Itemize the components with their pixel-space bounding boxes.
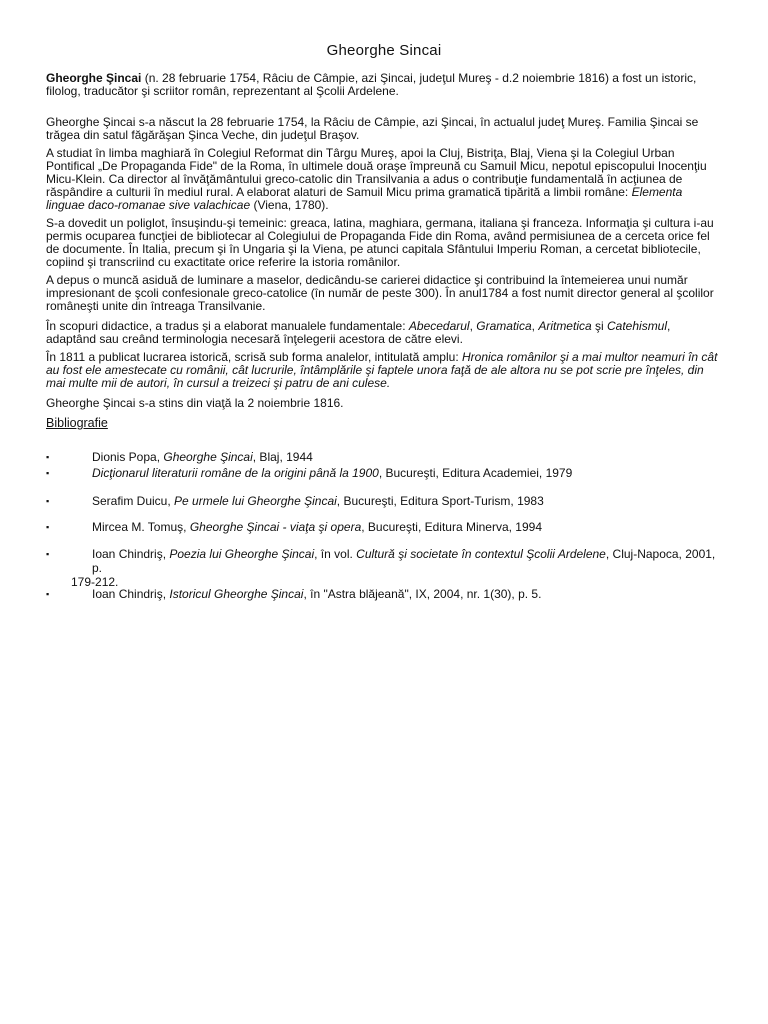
bullet-icon: ▪ [46, 496, 50, 506]
education-paragraph [46, 147, 722, 212]
sep-1: , [469, 319, 477, 333]
bibliography-heading[interactable]: Bibliografie [46, 416, 108, 430]
bullet-icon: ▪ [46, 549, 50, 559]
textbooks-start: În scopuri didactice, a tradus şi a elaborat manualele fundamentale: [46, 319, 409, 333]
bullet-icon: ▪ [46, 452, 50, 462]
bib-item [46, 587, 726, 601]
bib-item [46, 466, 726, 480]
textbooks-end: , adaptând sau creând terminologia necesară înţelegerii acestora de către elevi. [46, 319, 671, 346]
subject-name: Gheorghe Şincai [46, 71, 142, 85]
bullet-icon: ▪ [46, 589, 50, 599]
textbook-3: Aritmetica [538, 319, 592, 333]
textbook-4: Catehismul [607, 319, 668, 333]
bib-item [46, 450, 726, 464]
bib-text: Ioan Chindriş, Istoricul Gheorghe Şincai, în "Astra blăjeană", IX, 2004, nr. 1(30), p. 5. [92, 587, 542, 601]
sep-2: , [531, 319, 539, 333]
bib-pages: 179-212. [71, 575, 119, 589]
death-paragraph: Gheorghe Şincai s-a stins din viaţă la 2 noiembrie 1816. [46, 396, 344, 410]
intro-text: (n. 28 februarie 1754, Râciu de Câmpie, azi Şincai, judeţul Mureş - d.2 noiembrie 1816) a fost un istoric, filolog, traducător şi scriitor român, reprezentant al Şcolii Ardelene. [46, 71, 697, 98]
bib-text: Mircea M. Tomuş, Gheorghe Şincai - viaţa şi opera, Bucureşti, Editura Minerva, 1994 [92, 520, 543, 534]
bib-text: Serafim Duicu, Pe urmele lui Gheorghe Şincai, Bucureşti, Editura Sport-Turism, 1983 [92, 494, 544, 508]
bib-item [46, 520, 726, 534]
bullet-icon: ▪ [46, 468, 50, 478]
birth-paragraph: Gheorghe Şincai s-a născut la 28 februarie 1754, la Râciu de Câmpie, azi Şincai, în actualul judeţ Mureş. Familia Şincai se trăgea din satul făgărăşan Şinca Veche, din judeţul Braşov. [46, 115, 699, 142]
grammar-title: Elementa linguae daco-romanae sive valachicae [46, 185, 683, 212]
bullet-icon: ▪ [46, 522, 50, 532]
sep-3: şi [591, 319, 607, 333]
bib-item [46, 494, 726, 508]
schools-paragraph: A depus o muncă asiduă de luminare a maselor, dedicându-se carierei didactice şi contribuind la întemeierea unui număr impresionant de şcoli confesionale greco-catolice (în număr de peste 300). În anul1784 a fost numit director general al şcolilor româneşti unite din întreaga Transilvanie. [46, 273, 714, 313]
chronicle-title: Hronica românilor şi a mai multor neamuri în cât au fost ele amestecate cu românii, cât lucrurile, întâmplările şi faptele unora faţă de ale altora nu se pot scrie pre înţeles, din mai multe mii de autori, în cursul a treizeci şi patru de ani culese. [46, 350, 718, 390]
bib-text: Dicţionarul literaturii române de la origini până la 1900, Bucureşti, Editura Academiei, 1979 [92, 466, 573, 480]
polyglot-paragraph: S-a dovedit un poliglot, însuşindu-şi temeinic: greaca, latina, maghiara, germana, italiana şi franceza. Informaţia şi cultura i-au permis ocuparea funcţiei de bibliotecar al Colegiului de Propaganda Fide din Roma, având permisiunea de a cerceta orice fel de documente. În Italia, precum şi în Ungaria şi la Viena, pe atunci capitala Sfântului Imperiu Roman, a cercetat bibliotecile, copiind şi transcriind cu exactitate orice referire la istoria românilor. [46, 216, 714, 269]
chronicle-paragraph [46, 351, 722, 390]
bib-item [46, 547, 726, 589]
page-title: Gheorghe Sincai [326, 42, 442, 59]
bib-text: Dionis Popa, Gheorghe Şincai, Blaj, 1944 [92, 450, 313, 464]
education-text: A studiat în limba maghiară în Colegiul Reformat din Târgu Mureş, apoi la Cluj, Bistriţa, Blaj, Viena şi la Colegiul Urban Pontifical „De Propaganda Fide" de la Roma, în ultimele două oraşe împreună cu Samuil Micu, nepotul episcopului Inocenţiu Micu-Klein. Ca director al învăţământului greco-catolic din Transilvania a adus o contribuţie fundamentală în acţiunea de răspândire a culturii în mediul rural. A elaborat alaturi de Samuil Micu prima gramatică tipărită a limbii române: [46, 146, 707, 199]
education-end: (Viena, 1780). [250, 198, 329, 212]
textbook-2: Gramatica [476, 319, 532, 333]
bib-text: Ioan Chindriş, Poezia lui Gheorghe Şincai, în vol. Cultură şi societate în contextul Şcolii Ardelene, Cluj-Napoca, 2001, p. [92, 547, 716, 575]
textbooks-paragraph [46, 320, 722, 346]
intro-paragraph [46, 72, 722, 98]
textbook-1: Abecedarul [408, 319, 470, 333]
chronicle-start: În 1811 a publicat lucrarea istorică, scrisă sub forma analelor, intitulată amplu: [46, 350, 462, 364]
